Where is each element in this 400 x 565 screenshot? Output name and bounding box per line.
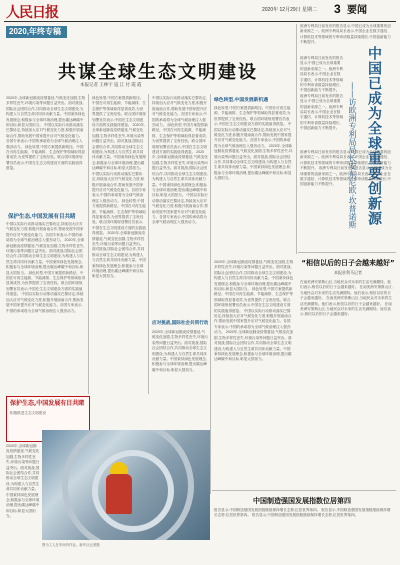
bottom-right-text: 报告显示,中国制造强国发展指数继续保持增长态势,位居世界第四。 报告显示,中国制造强国发展指数继续保持增长态势,位居世界第四。 报告显示,中国制造强国发展指数继续保持增长态势,位居世界第四。	[214, 508, 391, 518]
page-number-value: 3	[334, 2, 341, 16]
sidebar-vertical-headline: 中国已成为全球重要创新源	[366, 46, 382, 226]
article-column-4: 绿色转型,中国方案提供新路径。中国在可再生能源、节能减排、生态保护等领域取得显著成效,为世界提供了宝贵经验。联合国环境规划署官员表示,中国在生态文明建设方面的实践值得借鉴。 中国以实际行动推动落实巴黎协定,持续加大应对气候变化力度,积极开展南南合作,帮助发展中国家提升应对气候变化能力。各国专家表示,中国的承诺将为全球气候治理注入强劲动力。 2020年,全球新冠肺炎疫情蔓延,气候变化加剧,生物多样性丧失,环境污染等问题日益突出。面对挑战,国际社会团结合作,共同推动全球生态文明建设,为构建人与自然生命共同体贡献力量。中国秉持绿色发展理念,积极参与全球环境治理,提出碳达峰碳中和目标,彰显大国担当。	[214, 106, 293, 181]
article-column-2: 绿色转型,中国方案提供新路径。中国在可再生能源、节能减排、生态保护等领域取得显著成效,为世界提供了宝贵经验。联合国环境规划署官员表示,中国在生态文明建设方面的实践值得借鉴。 2020年,全球新冠肺炎疫情蔓延,气候变化加剧,生物多样性丧失,环境污染等问题日益突出。面对挑战,国际社会团结合作,共同推动全球生态文明建设,为构建人与自然生命共同体贡献力量。中国秉持绿色发展理念,积极参与全球环境治理,提出碳达峰碳中和目标,彰显大国担当。 中国以实际行动推动落实巴黎协定,持续加大应对气候变化力度,积极开展南南合作,帮助发展中国家提升应对气候变化能力。各国专家表示,中国的承诺将为全球气候治理注入强劲动力。 绿色转型,中国方案提供新路径。中国在可再生能源、节能减排、生态保护等领域取得显著成效,为世界提供了宝贵经验。联合国环境规划署官员表示,中国在生态文明建设方面的实践值得借鉴。 2020年,全球新冠肺炎疫情蔓延,气候变化加剧,生物多样性丧失,环境污染等问题日益突出。面对挑战,国际社会团结合作,共同推动全球生态文明建设,为构建人与自然生命共同体贡献力量。中国秉持绿色发展理念,积极参与全球环境治理,提出碳达峰碳中和目标,彰显大国担当。	[92, 96, 146, 279]
photo-caption: 图为工人在车间内作业。新华社记者摄	[42, 543, 100, 547]
main-headline: 共谋全球生态文明建设	[58, 62, 258, 83]
article-column-4b: 2020年,全球新冠肺炎疫情蔓延,气候变化加剧,生物多样性丧失,环境污染等问题日益突出。面对挑战,国际社会团结合作,共同推动全球生态文明建设,为构建人与自然生命共同体贡献力量。中国秉持绿色发展理念,积极参与全球环境治理,提出碳达峰碳中和目标,彰显大国担当。 绿色转型,中国方案提供新路径。中国在可再生能源、节能减排、生态保护等领域取得显著成效,为世界提供了宝贵经验。联合国环境规划署官员表示,中国在生态文明建设方面的实践值得借鉴。 中国以实际行动推动落实巴黎协定,持续加大应对气候变化力度,积极开展南南合作,帮助发展中国家提升应对气候变化能力。各国专家表示,中国的承诺将为全球气候治理注入强劲动力。 2020年,全球新冠肺炎疫情蔓延,气候变化加剧,生物多样性丧失,环境污染等问题日益突出。面对挑战,国际社会团结合作,共同推动全球生态文明建设,为构建人与自然生命共同体贡献力量。中国秉持绿色发展理念,积极参与全球环境治理,提出碳达峰碳中和目标,彰显大国担当。	[214, 260, 294, 362]
subhead-1: 保护生态,中国发展有目共睹	[8, 214, 76, 220]
boxed-note-text: 积极推进生态文明建设	[10, 411, 46, 415]
right-article-byline: 本报驻利马记者	[334, 270, 362, 275]
sidebar-vertical-subhead: ——访欧洲专利局局长安东尼欧·坎普诺斯	[348, 82, 357, 229]
page-name: 要闻	[347, 5, 368, 16]
subhead-4: 绿色转型,中国发展新机遇	[214, 98, 269, 103]
sidebar-rule	[298, 252, 396, 253]
column-divider	[88, 94, 89, 394]
article-column-1b: 中国以实际行动推动落实巴黎协定,持续加大应对气候变化力度,积极开展南南合作,帮助发展中国家提升应对气候变化能力。各国专家表示,中国的承诺将为全球气候治理注入强劲动力。 2020年,全球新冠肺炎疫情蔓延,气候变化加剧,生物多样性丧失,环境污染等问题日益突出。面对挑战,国际社会团结合作,共同推动全球生态文明建设,为构建人与自然生命共同体贡献力量。中国秉持绿色发展理念,积极参与全球环境治理,提出碳达峰碳中和目标,彰显大国担当。 绿色转型,中国方案提供新路径。中国在可再生能源、节能减排、生态保护等领域取得显著成效,为世界提供了宝贵经验。联合国环境规划署官员表示,中国在生态文明建设方面的实践值得借鉴。 中国以实际行动推动落实巴黎协定,持续加大应对气候变化力度,积极开展南南合作,帮助发展中国家提升应对气候变化能力。各国专家表示,中国的承诺将为全球气候治理注入强劲动力。	[6, 222, 86, 313]
bottom-right-headline: 中国制造强国发展指数位居第四	[253, 497, 351, 505]
column-divider	[148, 94, 149, 394]
worker-figure	[106, 474, 132, 514]
dateline: 2020年 12月29日 星期二	[262, 7, 318, 13]
bottom-right-rule	[212, 490, 396, 491]
column-divider	[296, 24, 297, 254]
right-article-headline: “相信以后的日子会越来越好”	[301, 259, 395, 267]
page-number	[334, 1, 367, 16]
bottom-left-text: 2020年,全球新冠肺炎疫情蔓延,气候变化加剧,生物多样性丧失,环境污染等问题日益突出。面对挑战,国际社会团结合作,共同推动全球生态文明建设,为构建人与自然生命共同体贡献力量。中国秉持绿色发展理念,积极参与全球环境治理,提出碳达峰碳中和目标,彰显大国担当。	[6, 444, 40, 519]
subhead-2: 应对挑战,国际社会共同行动	[152, 320, 209, 325]
main-byline: 本报记者 王林宇 寇 江 付 霞 霞	[80, 82, 142, 87]
sidebar-text-lower: 欧洲专利局日前发布的报告显示,中国已成为全球重要的创新来源之一。欧洲专利局局长表示,中国企业在数字通信、计算机技术等领域的专利申请数量持续增长,中国创新能力不断提升。 欧洲专利局日前发布的报告显示,中国已成为全球重要的创新来源之一。欧洲专利局局长表示,中国企业在数字通信、计算机技术等领域的专利申请数量持续增长,中国创新能力不断提升。	[300, 150, 392, 187]
article-column-3b: 2020年,全球新冠肺炎疫情蔓延,气候变化加剧,生物多样性丧失,环境污染等问题日益突出。面对挑战,国际社会团结合作,共同推动全球生态文明建设,为构建人与自然生命共同体贡献力量。中国秉持绿色发展理念,积极参与全球环境治理,提出碳达峰碳中和目标,彰显大国担当。	[152, 330, 208, 372]
sidebar-text-top: 欧洲专利局日前发布的报告显示,中国已成为全球重要的创新来源之一。欧洲专利局局长表示,中国企业在数字通信、计算机技术等领域的专利申请数量持续增长,中国创新能力不断提升。	[300, 24, 391, 45]
sidebar-text: 欧洲专利局日前发布的报告显示,中国已成为全球重要的创新来源之一。欧洲专利局局长表示,中国企业在数字通信、计算机技术等领域的专利申请数量持续增长,中国创新能力不断提升。 欧洲专利局日前发布的报告显示,中国已成为全球重要的创新来源之一。欧洲专利局局长表示,中国企业在数字通信、计算机技术等领域的专利申请数量持续增长,中国创新能力不断提升。	[300, 56, 344, 131]
right-article-text: 在南美洲安第斯山区,当地民众对未来的生活充满期待。他们表示,相信以后的日子会越来越好。 在南美洲安第斯山区,当地民众对未来的生活充满期待。他们表示,相信以后的日子会越来越好。 在南美洲安第斯山区,当地民众对未来的生活充满期待。他们表示,相信以后的日子会越来越好。 在南美洲安第斯山区,当地民众对未来的生活充满期待。他们表示,相信以后的日子会越来越好。	[300, 280, 393, 317]
header-rule	[4, 21, 396, 22]
worker-helmet	[110, 462, 128, 474]
masthead: 人民日报	[6, 5, 58, 21]
news-photo	[42, 430, 210, 540]
column-divider	[210, 94, 211, 494]
pipe-shape	[92, 450, 174, 532]
article-column-1: 2020年,全球新冠肺炎疫情蔓延,气候变化加剧,生物多样性丧失,环境污染等问题日益突出。面对挑战,国际社会团结合作,共同推动全球生态文明建设,为构建人与自然生命共同体贡献力量。中国秉持绿色发展理念,积极参与全球环境治理,提出碳达峰碳中和目标,彰显大国担当。 中国以实际行动推动落实巴黎协定,持续加大应对气候变化力度,积极开展南南合作,帮助发展中国家提升应对气候变化能力。各国专家表示,中国的承诺将为全球气候治理注入强劲动力。 绿色转型,中国方案提供新路径。中国在可再生能源、节能减排、生态保护等领域取得显著成效,为世界提供了宝贵经验。联合国环境规划署官员表示,中国在生态文明建设方面的实践值得借鉴。	[6, 96, 86, 171]
article-column-3: 中国以实际行动推动落实巴黎协定,持续加大应对气候变化力度,积极开展南南合作,帮助发展中国家提升应对气候变化能力。各国专家表示,中国的承诺将为全球气候治理注入强劲动力。 绿色转型,中国方案提供新路径。中国在可再生能源、节能减排、生态保护等领域取得显著成效,为世界提供了宝贵经验。联合国环境规划署官员表示,中国在生态文明建设方面的实践值得借鉴。 2020年,全球新冠肺炎疫情蔓延,气候变化加剧,生物多样性丧失,环境污染等问题日益突出。面对挑战,国际社会团结合作,共同推动全球生态文明建设,为构建人与自然生命共同体贡献力量。中国秉持绿色发展理念,积极参与全球环境治理,提出碳达峰碳中和目标,彰显大国担当。 中国以实际行动推动落实巴黎协定,持续加大应对气候变化力度,积极开展南南合作,帮助发展中国家提升应对气候变化能力。各国专家表示,中国的承诺将为全球气候治理注入强劲动力。	[152, 96, 208, 225]
boxed-note-title: 保护生态,中国发展有目共睹	[10, 400, 85, 407]
section-banner: 2020,年终专稿	[6, 26, 67, 38]
